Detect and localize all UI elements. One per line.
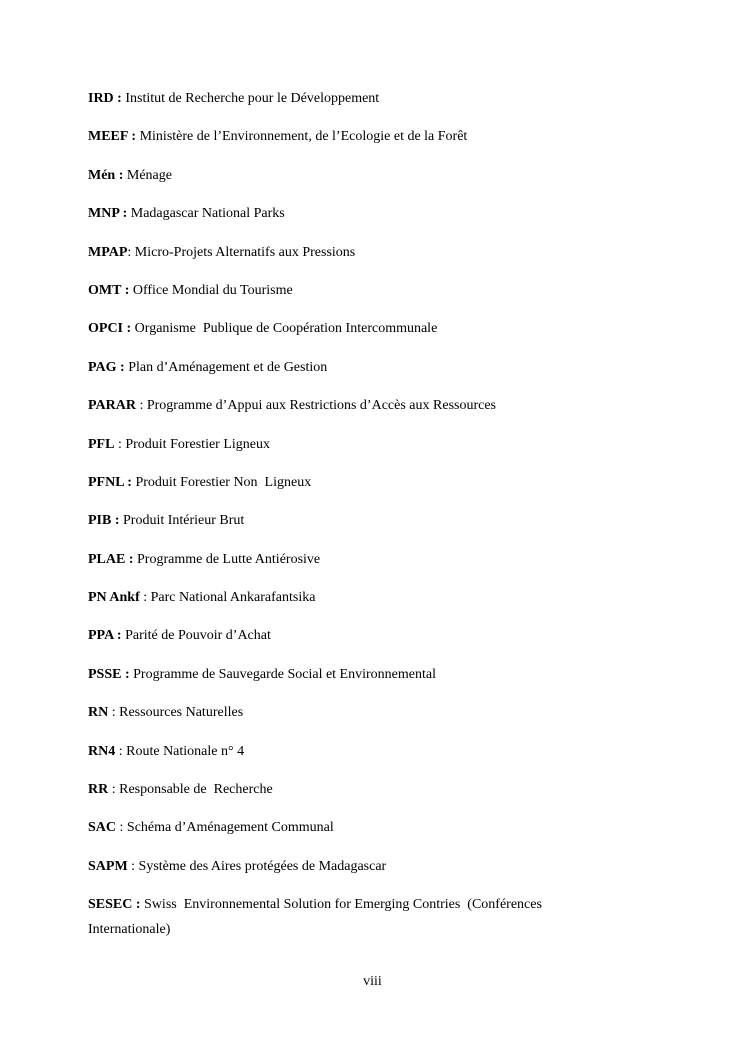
definition: Produit Intérieur Brut [119, 513, 245, 529]
list-item [88, 508, 588, 533]
abbreviation: RN4 [88, 743, 116, 759]
abbreviation: PFNL : [88, 474, 132, 490]
abbreviation: PN Ankf [88, 590, 140, 606]
list-item [88, 470, 588, 495]
abbreviation: PFL [88, 436, 115, 452]
definition: : Produit Forestier Ligneux [114, 436, 270, 452]
definition: Plan d’Aménagement et de Gestion [124, 359, 328, 375]
definition: : Programme d’Appui aux Restrictions d’Accès aux Ressources [135, 398, 496, 414]
list-item [88, 278, 588, 303]
definition: Programme de Sauvegarde Social et Environnemental [129, 666, 436, 682]
definition: Parité de Pouvoir d’Achat [121, 628, 271, 644]
list-item [88, 777, 588, 802]
abbreviation: PARAR [88, 398, 136, 414]
list-item [88, 316, 588, 341]
page-number: viii [363, 974, 382, 989]
list-item [88, 86, 588, 111]
abbreviation: PSSE : [88, 666, 130, 682]
list-item [88, 547, 588, 572]
definition: : Micro-Projets Alternatifs aux Pressions [127, 244, 356, 260]
abbreviation: OMT : [88, 282, 130, 298]
definition: Programme de Lutte Antiérosive [133, 551, 321, 567]
list-item [88, 623, 588, 648]
abbreviation: SAC [88, 820, 117, 836]
list-item [88, 585, 588, 610]
list-item [88, 124, 588, 149]
abbreviation: PAG : [88, 359, 125, 375]
definition: Institut de Recherche pour le Développement [121, 91, 380, 106]
abbreviation: Mén : [88, 167, 124, 183]
list-item [88, 355, 588, 380]
abbreviation-list [88, 86, 588, 956]
list-item [88, 700, 588, 725]
definition: : Responsable de Recherche [108, 782, 273, 798]
definition: : Route Nationale n° 4 [115, 743, 245, 759]
list-item [88, 854, 588, 879]
abbreviation: SESEC : [88, 897, 141, 913]
abbreviation: OPCI : [88, 321, 132, 337]
definition: : Schéma d’Aménagement Communal [116, 820, 334, 836]
definition: Organisme Publique de Coopération Intercommunale [131, 321, 438, 337]
list-item [88, 393, 588, 418]
definition: Swiss Environnemental Solution for Emerging Contries (Conférences Internationale) [88, 897, 546, 938]
abbreviation: IRD : [88, 91, 122, 106]
list-item [88, 163, 588, 188]
list-item [88, 240, 588, 265]
definition: Madagascar National Parks [127, 206, 285, 222]
abbreviation: PLAE : [88, 551, 134, 567]
list-item [88, 892, 588, 942]
abbreviation: RR [88, 782, 109, 798]
abbreviation: RN [88, 705, 109, 721]
definition: Office Mondial du Tourisme [129, 282, 293, 298]
abbreviation: MPAP [88, 244, 128, 260]
list-item [88, 662, 588, 687]
definition: Produit Forestier Non Ligneux [131, 474, 312, 490]
abbreviation: PPA : [88, 628, 122, 644]
abbreviation: SAPM [88, 858, 128, 874]
abbreviation: PIB : [88, 513, 120, 529]
list-item [88, 201, 588, 226]
list-item [88, 739, 588, 764]
abbreviation: MEEF : [88, 129, 137, 145]
definition: Ménage [123, 167, 172, 183]
definition: Ministère de l’Environnement, de l’Ecologie et de la Forêt [136, 129, 468, 145]
list-item [88, 815, 588, 840]
definition: : Parc National Ankarafantsika [139, 590, 316, 606]
abbreviation: MNP : [88, 206, 128, 222]
list-item [88, 432, 588, 457]
definition: : Ressources Naturelles [108, 705, 244, 721]
definition: : Système des Aires protégées de Madagascar [127, 858, 387, 874]
